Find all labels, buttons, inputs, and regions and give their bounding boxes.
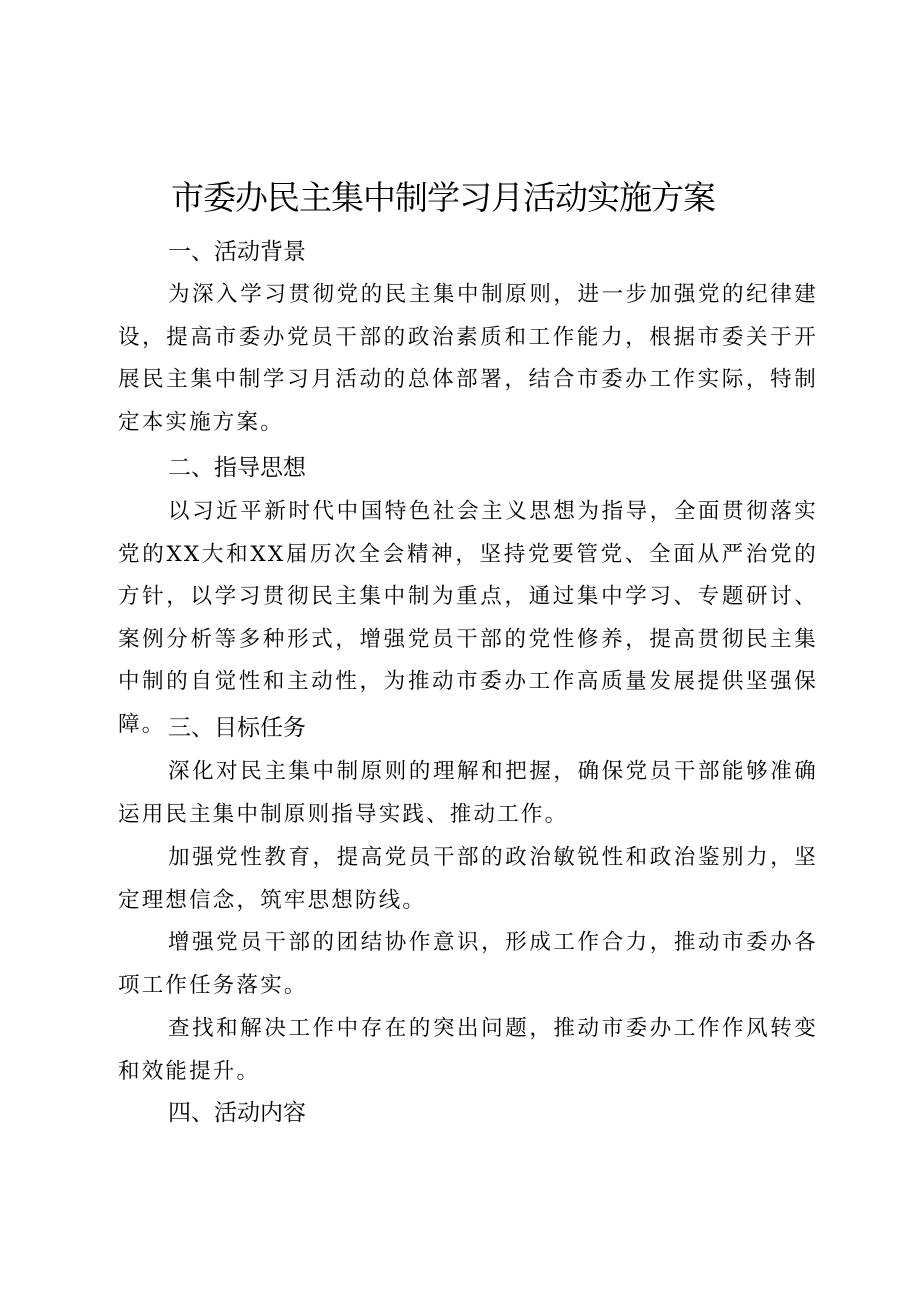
document-title: 市委办民主集中制学习月活动实施方案 — [171, 178, 715, 217]
paragraph-goal-2: 加强党性教育，提高党员干部的政治敏锐性和政治鉴别力，坚定理想信念，筑牢思想防线。 — [118, 845, 818, 913]
paragraph-guiding-ideology: 以习近平新时代中国特色社会主义思想为指导，全面贯彻落实党的XX大和XX届历次全会精神，坚持党要管党、全面从严治党的方针，以学习贯彻民主集中制为重点，通过集中学习、专题研讨、案例分析等多种形式，增强党员干部的党性修养，提高贯彻民主集中制的自觉性和主动性，为推动市委办工作高质量发展提供坚强保障。 — [118, 499, 818, 737]
paragraph-goal-3: 增强党员干部的团结协作意识，形成工作合力，推动市委办各项工作任务落实。 — [118, 930, 818, 998]
paragraph-background: 为深入学习贯彻党的民主集中制原则，进一步加强党的纪律建设，提高市委办党员干部的政治素质和工作能力，根据市委关于开展民主集中制学习月活动的总体部署，结合市委办工作实际，特制定本实施方案。 — [118, 282, 818, 435]
section-heading-activity-content: 四、活动内容 — [168, 1100, 306, 1126]
section-heading-goals: 三、目标任务 — [168, 715, 306, 741]
paragraph-goal-1: 深化对民主集中制原则的理解和把握，确保党员干部能够准确运用民主集中制原则指导实践、推动工作。 — [118, 759, 818, 827]
paragraph-goal-4: 查找和解决工作中存在的突出问题，推动市委办工作作风转变和效能提升。 — [118, 1016, 818, 1084]
section-heading-background: 一、活动背景 — [168, 239, 306, 265]
section-heading-guiding-ideology: 二、指导思想 — [168, 455, 306, 481]
